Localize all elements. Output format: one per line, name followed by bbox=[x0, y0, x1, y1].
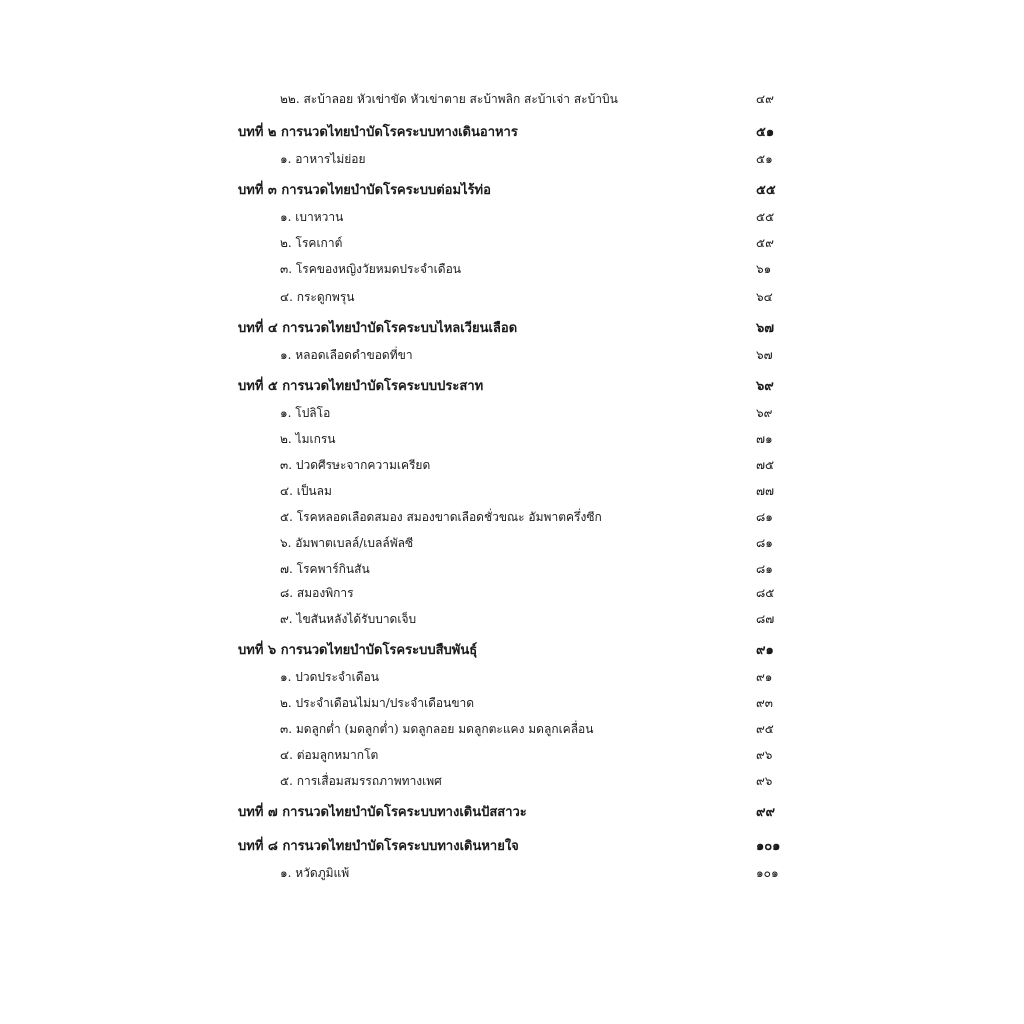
page-number: ๗๗ bbox=[756, 484, 775, 498]
chapter-title: บทที่ ๖ การนวดไทยบำบัดโรคระบบสืบพันธุ์ bbox=[238, 643, 478, 658]
chapter-heading bbox=[0, 122, 1024, 144]
page-number: ๖๔ bbox=[756, 290, 773, 304]
chapter-heading bbox=[0, 836, 1024, 858]
entry-title: ๑. เบาหวาน bbox=[280, 210, 344, 224]
page-number: ๕๕ bbox=[756, 210, 775, 224]
page-number: ๖๙ bbox=[756, 406, 773, 420]
toc-entry bbox=[0, 608, 1024, 630]
page-number: ๙๑ bbox=[756, 643, 774, 658]
page-number: ๙๖ bbox=[756, 748, 773, 762]
toc-entry bbox=[0, 532, 1024, 554]
entry-title: ๕. การเสื่อมสมรรถภาพทางเพศ bbox=[280, 774, 442, 788]
page-number: ๖๗ bbox=[756, 321, 775, 336]
entry-title: ๓. โรคของหญิงวัยหมดประจำเดือน bbox=[280, 262, 461, 276]
page-number: ๙๓ bbox=[756, 696, 773, 710]
toc-entry bbox=[0, 286, 1024, 308]
chapter-heading bbox=[0, 180, 1024, 202]
page-number: ๕๙ bbox=[756, 236, 774, 250]
entry-title: ๑. ปวดประจำเดือน bbox=[280, 670, 379, 684]
page-number: ๑๐๑ bbox=[756, 866, 779, 880]
page-number: ๖๗ bbox=[756, 348, 773, 362]
toc-entry bbox=[0, 582, 1024, 604]
entry-title: ๔. เป็นลม bbox=[280, 484, 332, 498]
toc-entry bbox=[0, 428, 1024, 450]
entry-title: ๔. กระดูกพรุน bbox=[280, 290, 355, 304]
page-number: ๙๑ bbox=[756, 670, 773, 684]
chapter-title: บทที่ ๓ การนวดไทยบำบัดโรคระบบต่อมไร้ท่อ bbox=[238, 183, 491, 198]
page-number: ๘๕ bbox=[756, 586, 775, 600]
toc-entry bbox=[0, 558, 1024, 580]
entry-title: ๙. ไขสันหลังได้รับบาดเจ็บ bbox=[280, 612, 417, 626]
toc-entry bbox=[0, 344, 1024, 366]
toc-entry bbox=[0, 402, 1024, 424]
entry-title: ๒๒. สะบ้าลอย หัวเข่าขัด หัวเข่าตาย สะบ้าพลิก สะบ้าเจ่า สะบ้าบิน bbox=[280, 92, 618, 106]
toc-entry bbox=[0, 258, 1024, 280]
toc-entry bbox=[0, 480, 1024, 502]
chapter-title: บทที่ ๘ การนวดไทยบำบัดโรคระบบทางเดินหายใจ bbox=[238, 839, 519, 854]
page-number: ๘๑ bbox=[756, 562, 773, 576]
entry-title: ๒. โรคเกาต์ bbox=[280, 236, 343, 250]
entry-title: ๘. สมองพิการ bbox=[280, 586, 354, 600]
entry-title: ๓. มดลูกต่ำ (มดลูกต่ำ) มดลูกลอย มดลูกตะแคง มดลูกเคลื่อน bbox=[280, 722, 594, 736]
page-number: ๔๙ bbox=[756, 92, 774, 106]
page-number: ๕๑ bbox=[756, 125, 775, 140]
page-number: ๖๙ bbox=[756, 379, 774, 394]
page-number: ๙๕ bbox=[756, 722, 774, 736]
page-number: ๕๑ bbox=[756, 152, 773, 166]
toc-entry bbox=[0, 718, 1024, 740]
page-number: ๖๑ bbox=[756, 262, 772, 276]
chapter-heading bbox=[0, 640, 1024, 662]
toc-entry bbox=[0, 206, 1024, 228]
toc-entry bbox=[0, 88, 1024, 110]
entry-title: ๑. หลอดเลือดดำขอดที่ขา bbox=[280, 348, 413, 362]
page-number: ๘๑ bbox=[756, 510, 773, 524]
page-number: ๗๕ bbox=[756, 458, 775, 472]
toc-entry bbox=[0, 232, 1024, 254]
chapter-title: บทที่ ๗ การนวดไทยบำบัดโรคระบบทางเดินปัสสาวะ bbox=[238, 805, 527, 820]
toc-entry bbox=[0, 666, 1024, 688]
chapter-title: บทที่ ๔ การนวดไทยบำบัดโรคระบบไหลเวียนเลือด bbox=[238, 321, 518, 336]
chapter-heading bbox=[0, 802, 1024, 824]
entry-title: ๑. หวัดภูมิแพ้ bbox=[280, 866, 350, 880]
entry-title: ๗. โรคพาร์กินสัน bbox=[280, 562, 370, 576]
toc-entry bbox=[0, 862, 1024, 884]
toc-entry bbox=[0, 506, 1024, 528]
entry-title: ๑. อาหารไม่ย่อย bbox=[280, 152, 366, 166]
entry-title: ๖. อัมพาตเบลล์/เบลล์พัลซี bbox=[280, 536, 414, 550]
chapter-title: บทที่ ๕ การนวดไทยบำบัดโรคระบบประสาท bbox=[238, 379, 484, 394]
entry-title: ๒. ไมเกรน bbox=[280, 432, 336, 446]
page-number: ๗๑ bbox=[756, 432, 773, 446]
chapter-heading bbox=[0, 318, 1024, 340]
page-number: ๑๐๑ bbox=[756, 839, 781, 854]
entry-title: ๔. ต่อมลูกหมากโต bbox=[280, 748, 379, 762]
page-number: ๙๖ bbox=[756, 774, 773, 788]
page-number: ๘๗ bbox=[756, 612, 775, 626]
entry-title: ๓. ปวดศีรษะจากความเครียด bbox=[280, 458, 431, 472]
entry-title: ๕. โรคหลอดเลือดสมอง สมองขาดเลือดชั่วขณะ อัมพาตครึ่งซีก bbox=[280, 510, 602, 524]
page-number: ๘๑ bbox=[756, 536, 773, 550]
toc-entry bbox=[0, 148, 1024, 170]
toc-entry bbox=[0, 692, 1024, 714]
chapter-title: บทที่ ๒ การนวดไทยบำบัดโรคระบบทางเดินอาหาร bbox=[238, 125, 518, 140]
page-number: ๙๙ bbox=[756, 805, 776, 820]
toc-entry bbox=[0, 770, 1024, 792]
entry-title: ๑. โปลิโอ bbox=[280, 406, 331, 420]
chapter-heading bbox=[0, 376, 1024, 398]
page-number: ๕๕ bbox=[756, 183, 776, 198]
toc-entry bbox=[0, 454, 1024, 476]
toc-entry bbox=[0, 744, 1024, 766]
entry-title: ๒. ประจำเดือนไม่มา/ประจำเดือนขาด bbox=[280, 696, 475, 710]
